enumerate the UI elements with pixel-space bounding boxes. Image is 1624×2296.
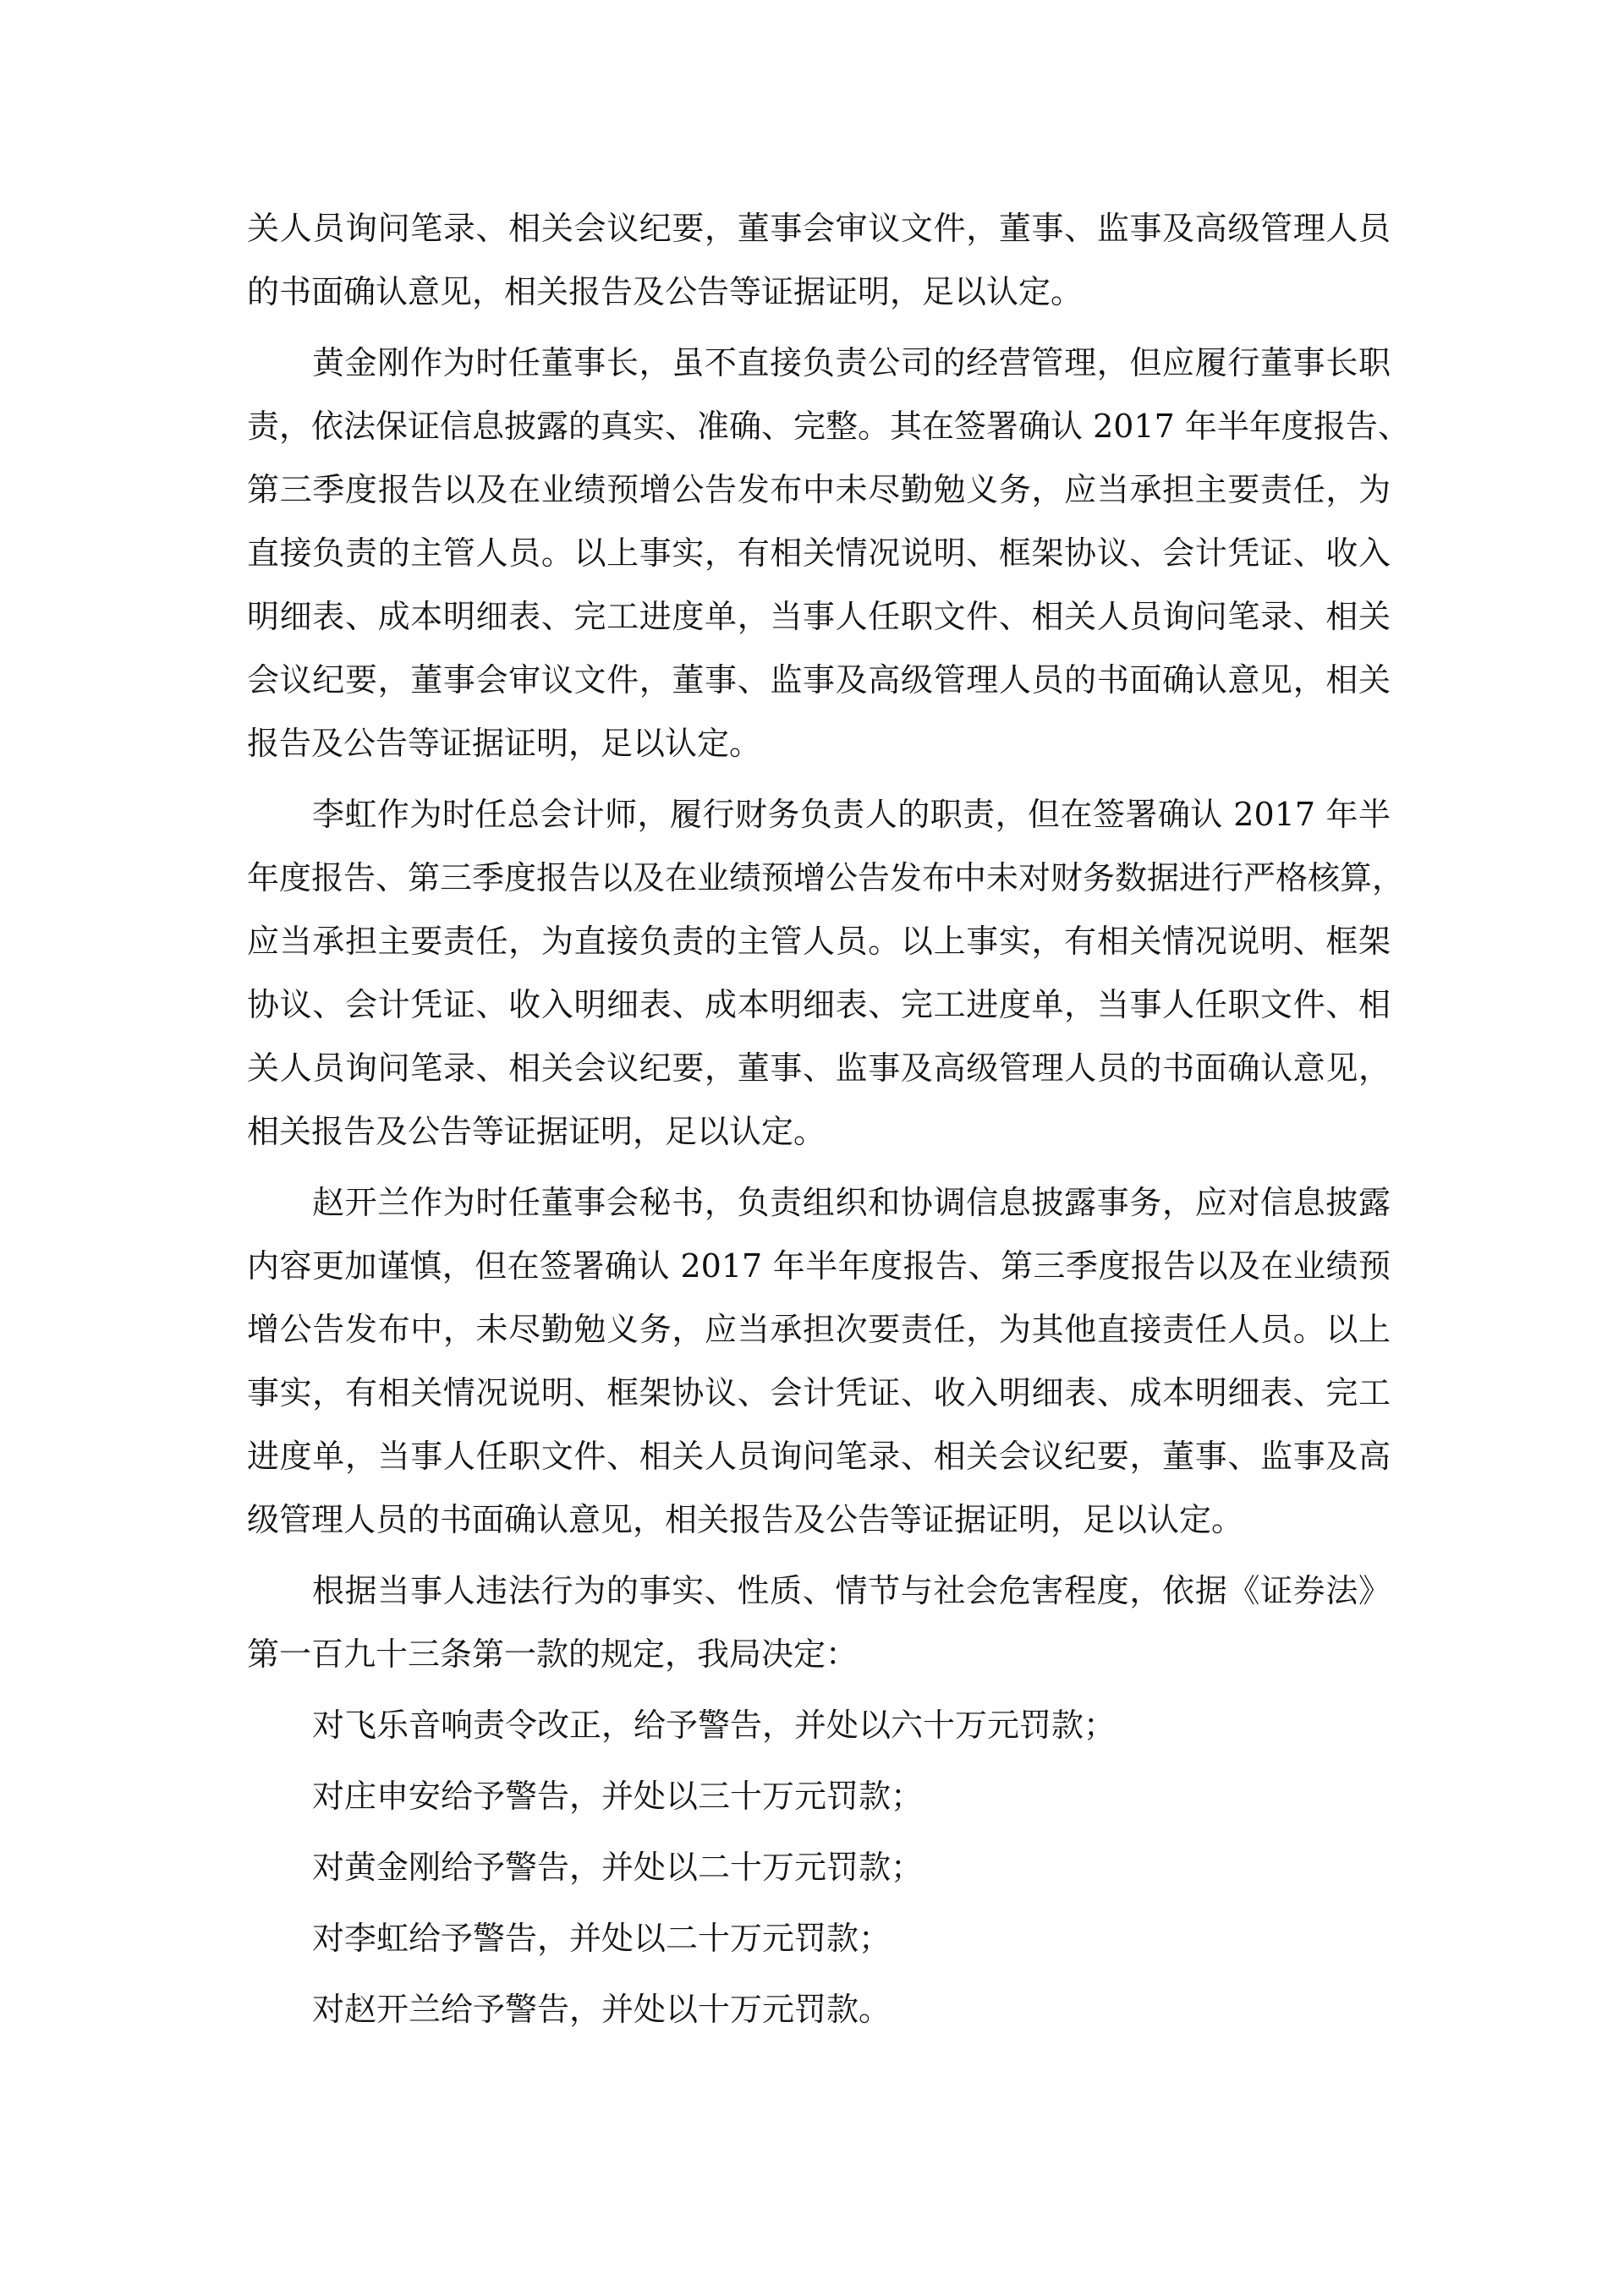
paragraph — [247, 1836, 1391, 1899]
paragraph — [247, 1907, 1391, 1970]
text-line: 李虹作为时任总会计师，履行财务负责人的职责，但在签署确认 2017 年半 — [312, 796, 1391, 833]
text-line: 黄金刚作为时任董事长，虽不直接负责公司的经营管理，但应履行董事长职 — [312, 344, 1391, 381]
text-line: 报告及公告等证据证明，足以认定。 — [247, 725, 762, 762]
text-line: 增公告发布中，未尽勤勉义务，应当承担次要责任，为其他直接责任人员。以上 — [247, 1311, 1391, 1348]
text-line: 关人员询问笔录、相关会议纪要，董事会审议文件，董事、监事及高级管理人员 — [247, 210, 1391, 247]
text-line: 应当承担主要责任，为直接负责的主管人员。以上事实，有相关情况说明、框架 — [247, 923, 1391, 960]
text-line: 的书面确认意见，相关报告及公告等证据证明，足以认定。 — [247, 273, 1084, 310]
text-line: 赵开兰作为时任董事会秘书，负责组织和协调信息披露事务，应对信息披露 — [312, 1184, 1391, 1221]
document-page — [247, 197, 1410, 2049]
text-line: 对李虹给予警告，并处以二十万元罚款； — [312, 1920, 892, 1957]
text-line: 责，依法保证信息披露的真实、准确、完整。其在签署确认 2017 年半年度报告、 — [247, 408, 1410, 445]
text-line: 对庄申安给予警告，并处以三十万元罚款； — [312, 1778, 924, 1815]
text-line: 直接负责的主管人员。以上事实，有相关情况说明、框架协议、会计凭证、收入 — [247, 534, 1391, 572]
text-line: 相关报告及公告等证据证明，足以认定。 — [247, 1113, 826, 1150]
text-line: 第三季度报告以及在业绩预增公告发布中未尽勤勉义务，应当承担主要责任，为 — [247, 471, 1391, 508]
text-line: 第一百九十三条第一款的规定，我局决定： — [247, 1636, 859, 1673]
text-line: 对飞乐音响责令改正，给予警告，并处以六十万元罚款； — [312, 1707, 1116, 1744]
text-line: 根据当事人违法行为的事实、性质、情节与社会危害程度，依据《证券法》 — [312, 1572, 1391, 1609]
paragraph — [247, 1694, 1391, 1757]
text-line: 内容更加谨慎，但在签署确认 2017 年半年度报告、第三季度报告以及在业绩预 — [247, 1247, 1391, 1285]
paragraph — [247, 783, 1405, 1164]
text-line: 进度单，当事人任职文件、相关人员询问笔录、相关会议纪要，董事、监事及高 — [247, 1438, 1391, 1475]
paragraph — [247, 197, 1391, 324]
paragraph — [247, 1171, 1391, 1552]
text-line: 关人员询问笔录、相关会议纪要，董事、监事及高级管理人员的书面确认意见， — [247, 1049, 1391, 1087]
text-line: 协议、会计凭证、收入明细表、成本明细表、完工进度单，当事人任职文件、相 — [247, 986, 1391, 1023]
paragraph — [247, 332, 1410, 775]
paragraph — [247, 1559, 1391, 1686]
text-line: 年度报告、第三季度报告以及在业绩预增公告发布中未对财务数据进行严格核算， — [247, 859, 1405, 896]
text-line: 事实，有相关情况说明、框架协议、会计凭证、收入明细表、成本明细表、完工 — [247, 1374, 1391, 1411]
paragraph — [247, 1765, 1391, 1828]
text-line: 对黄金刚给予警告，并处以二十万元罚款； — [312, 1849, 924, 1886]
paragraph — [247, 1978, 1391, 2041]
text-line: 会议纪要，董事会审议文件，董事、监事及高级管理人员的书面确认意见，相关 — [247, 661, 1391, 699]
text-line: 对赵开兰给予警告，并处以十万元罚款。 — [312, 1991, 892, 2028]
text-line: 级管理人员的书面确认意见，相关报告及公告等证据证明，足以认定。 — [247, 1501, 1244, 1538]
text-line: 明细表、成本明细表、完工进度单，当事人任职文件、相关人员询问笔录、相关 — [247, 598, 1391, 635]
